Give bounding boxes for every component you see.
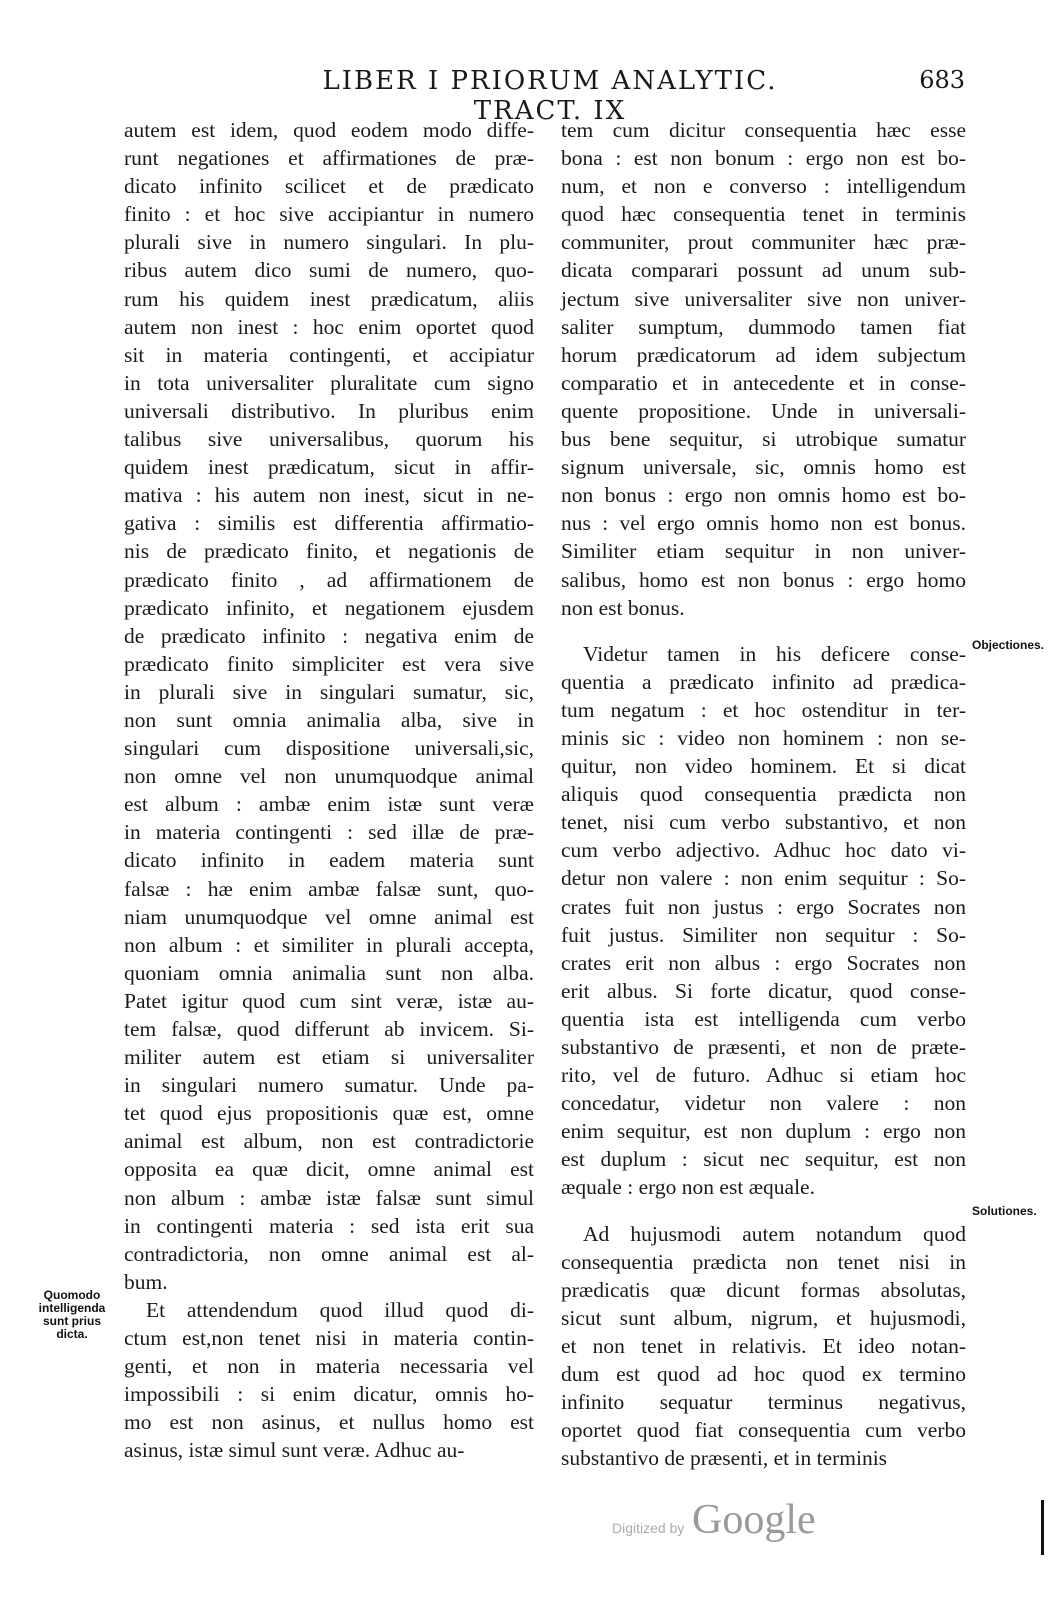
margin-note-objectiones: Objectiones.: [972, 638, 1045, 652]
text-line: opposita ea quæ dicit, omne animal est: [124, 1157, 534, 1182]
right-paragraph-2: [561, 640, 966, 1202]
text-line: Ad hujusmodi autem notandum quod: [583, 1221, 966, 1246]
left-paragraph-2: [124, 1296, 534, 1465]
text-line: Et attendendum quod illud quod di-: [146, 1297, 534, 1322]
text-line: consequentia prædicta non tenet nisi in: [561, 1249, 966, 1274]
text-line: plurali sive in numero singulari. In plu-: [124, 230, 534, 255]
margin-note-solutiones: Solutiones.: [972, 1204, 1037, 1218]
text-line: asinus, istæ simul sunt veræ. Adhuc au-: [124, 1438, 465, 1463]
text-line: prædicato finito simpliciter est vera sive: [124, 651, 534, 676]
text-line: niam unumquodque vel omne animal est: [124, 904, 534, 929]
text-line: non omne vel non unumquodque animal: [124, 764, 534, 789]
text-line: finito : et hoc sive accipiantur in numero: [124, 202, 534, 227]
text-line: impossibili : si enim dicatur, omnis ho-: [124, 1382, 534, 1407]
text-line: nis de prædicato finito, et negationis de: [124, 539, 534, 564]
text-line: quentia ista est intelligenda cum verbo: [561, 1006, 966, 1031]
text-line: fuit justus. Similiter non sequitur : So-: [561, 922, 966, 947]
text-line: dicato infinito scilicet et de prædicato: [124, 174, 534, 199]
text-line: bona : est non bonum : ergo non est bo-: [561, 146, 966, 171]
text-line: non bonus : ergo non omnis homo est bo-: [561, 483, 966, 508]
paragraph-gap: [561, 1202, 966, 1220]
text-line: falsæ : hæ enim ambæ falsæ sunt, quo-: [124, 876, 534, 901]
text-line: non est bonus.: [561, 595, 685, 620]
margin-note-quomodo: [28, 1289, 116, 1341]
text-line: tum negatum : et hoc ostenditur in ter-: [561, 697, 966, 722]
text-line: jectum sive universaliter sive non univer-: [561, 286, 966, 311]
right-paragraph-1: [561, 116, 966, 622]
text-line: æquale : ergo non est æquale.: [561, 1175, 815, 1200]
text-line: crates fuit non justus : ergo Socrates non: [561, 894, 966, 919]
text-line: de prædicato infinito : negativa enim de: [124, 623, 534, 648]
text-line: oportet quod fiat consequentia cum verbo: [561, 1418, 966, 1443]
text-line: est duplum : sicut nec sequitur, est non: [561, 1147, 966, 1172]
text-line: bus bene sequitur, si utrobique sumatur: [561, 427, 966, 452]
text-line: rum his quidem inest prædicatum, aliis: [124, 286, 534, 311]
text-line: autem non inest : hoc enim oportet quod: [124, 314, 534, 339]
text-line: tenet, nisi cum verbo substantivo, et non: [561, 810, 966, 835]
right-column: [561, 116, 966, 1472]
text-line: contradictoria, non omne animal est al-: [124, 1241, 534, 1266]
left-paragraph-1: [124, 116, 534, 1296]
page-edge-mark: [1041, 1500, 1044, 1555]
text-line: comparatio et in antecedente et in conse-: [561, 370, 966, 395]
text-line: detur non valere : non enim sequitur : So-: [561, 866, 966, 891]
text-line: autem est idem, quod eodem modo diffe-: [124, 118, 534, 142]
text-line: est album : ambæ enim istæ sunt veræ: [124, 792, 534, 817]
text-line: Videtur tamen in his deficere conse-: [583, 641, 966, 666]
text-line: non album : et similiter in plurali accepta,: [124, 932, 534, 957]
text-line: non sunt omnia animalia alba, sive in: [124, 707, 534, 732]
text-line: aliquis quod consequentia prædicta non: [561, 782, 966, 807]
text-line: rito, vel de futuro. Adhuc si etiam hoc: [561, 1063, 966, 1088]
text-line: mo est non asinus, et nullus homo est: [124, 1410, 534, 1435]
margin-note-line: sunt prius: [42, 1314, 101, 1328]
running-header: [0, 66, 1060, 126]
text-line: sit in materia contingenti, et accipiatur: [124, 342, 534, 367]
text-line: mativa : his autem non inest, sicut in ne-: [124, 483, 534, 508]
text-line: tet quod ejus propositionis quæ est, omne: [124, 1101, 534, 1126]
text-line: cum verbo adjectivo. Adhuc hoc dato vi-: [561, 838, 966, 863]
margin-note-line: dicta.: [56, 1327, 88, 1341]
text-line: quoniam omnia animalia sunt non alba.: [124, 960, 534, 985]
margin-note-line: Quomodo: [43, 1288, 101, 1302]
text-line: prædicato finito , ad affirmationem de: [124, 567, 534, 592]
text-line: in contingenti materia : sed ista erit sua: [124, 1213, 534, 1238]
text-line: enim sequitur, est non duplum : ergo non: [561, 1119, 966, 1144]
text-line: non album : ambæ istæ falsæ sunt simul: [124, 1185, 534, 1210]
digitized-watermark: [612, 1497, 842, 1550]
text-line: in singulari numero sumatur. Unde pa-: [124, 1073, 534, 1098]
text-line: et non tenet in relativis. Et ideo notan-: [561, 1333, 966, 1358]
text-line: substantivo de præsenti, et non de præte-: [561, 1035, 966, 1059]
text-line: animal est album, non est contradictorie: [124, 1129, 534, 1154]
text-line: signum universale, sic, omnis homo est: [561, 455, 966, 480]
text-line: minis sic : video non hominem : non se-: [561, 725, 966, 750]
text-line: singulari cum dispositione universali,sic,: [124, 736, 534, 761]
text-line: Similiter etiam sequitur in non univer-: [561, 539, 966, 564]
text-line: runt negationes et affirmationes de præ-: [124, 146, 534, 171]
margin-note-line: intelligenda: [38, 1301, 106, 1315]
text-line: dicata comparari possunt ad unum sub-: [561, 258, 966, 283]
text-line: communiter, prout communiter hæc præ-: [561, 230, 966, 255]
google-logo: Google: [692, 1497, 816, 1543]
text-line: erit albus. Si forte dicatur, quod conse-: [561, 978, 966, 1003]
left-column: [124, 116, 534, 1465]
text-line: nus : vel ergo omnis homo non est bonus.: [561, 511, 966, 536]
text-line: militer autem est etiam si universaliter: [124, 1045, 534, 1070]
text-line: quidem inest prædicatum, sicut in affir-: [124, 455, 534, 480]
text-line: num, et non e converso : intelligendum: [561, 174, 966, 199]
text-line: quitur, non video hominem. Et si dicat: [561, 754, 966, 779]
text-line: concedatur, videtur non valere : non: [561, 1091, 966, 1116]
text-line: substantivo de præsenti, et in terminis: [561, 1446, 888, 1471]
text-line: infinito sequatur terminus negativus,: [561, 1390, 966, 1415]
text-line: crates erit non albus : ergo Socrates non: [561, 950, 966, 975]
right-paragraph-3: [561, 1220, 966, 1473]
text-line: salibus, homo est non bonus : ergo homo: [561, 567, 966, 592]
text-line: talibus sive universalibus, quorum his: [124, 427, 534, 452]
text-line: ctum est,non tenet nisi in materia contin-: [124, 1326, 534, 1351]
running-title: LIBER I PRIORUM ANALYTIC. TRACT. IX: [322, 66, 778, 126]
text-line: bum.: [124, 1269, 168, 1294]
text-line: universali distributivo. In pluribus enim: [124, 398, 534, 423]
text-line: gativa : similis est differentia affirmatio-: [124, 511, 534, 536]
page-number: 683: [919, 66, 965, 94]
text-line: tem cum dicitur consequentia hæc esse: [561, 118, 966, 142]
text-line: dum est quod ad hoc quod ex termino: [561, 1362, 966, 1387]
text-line: prædicato infinito, et negationem ejusdem: [124, 595, 534, 620]
text-line: dicato infinito in eadem materia sunt: [124, 848, 534, 873]
text-line: quentia a prædicato infinito ad prædica-: [561, 669, 966, 694]
text-line: in plurali sive in singulari sumatur, sic,: [124, 679, 534, 704]
text-line: in tota universaliter pluralitate cum signo: [124, 370, 534, 395]
text-line: tem falsæ, quod differunt ab invicem. Si-: [124, 1017, 534, 1041]
text-line: quente propositione. Unde in universali-: [561, 398, 966, 423]
text-line: saliter sumptum, dummodo tamen fiat: [561, 314, 966, 339]
text-line: quod hæc consequentia tenet in terminis: [561, 202, 966, 227]
text-line: Patet igitur quod cum sint veræ, istæ au-: [124, 988, 534, 1013]
paragraph-gap: [561, 622, 966, 640]
text-line: horum prædicatorum ad idem subjectum: [561, 342, 966, 367]
text-line: ribus autem dico sumi de numero, quo-: [124, 258, 534, 283]
text-line: prædicatis quæ dicunt formas absolutas,: [561, 1277, 966, 1302]
digitized-by-text: Digitized by: [612, 1520, 685, 1536]
text-line: genti, et non in materia necessaria vel: [124, 1354, 534, 1379]
text-line: sicut sunt album, nigrum, et hujusmodi,: [561, 1305, 966, 1330]
text-line: in materia contingenti : sed illæ de præ-: [124, 820, 534, 845]
